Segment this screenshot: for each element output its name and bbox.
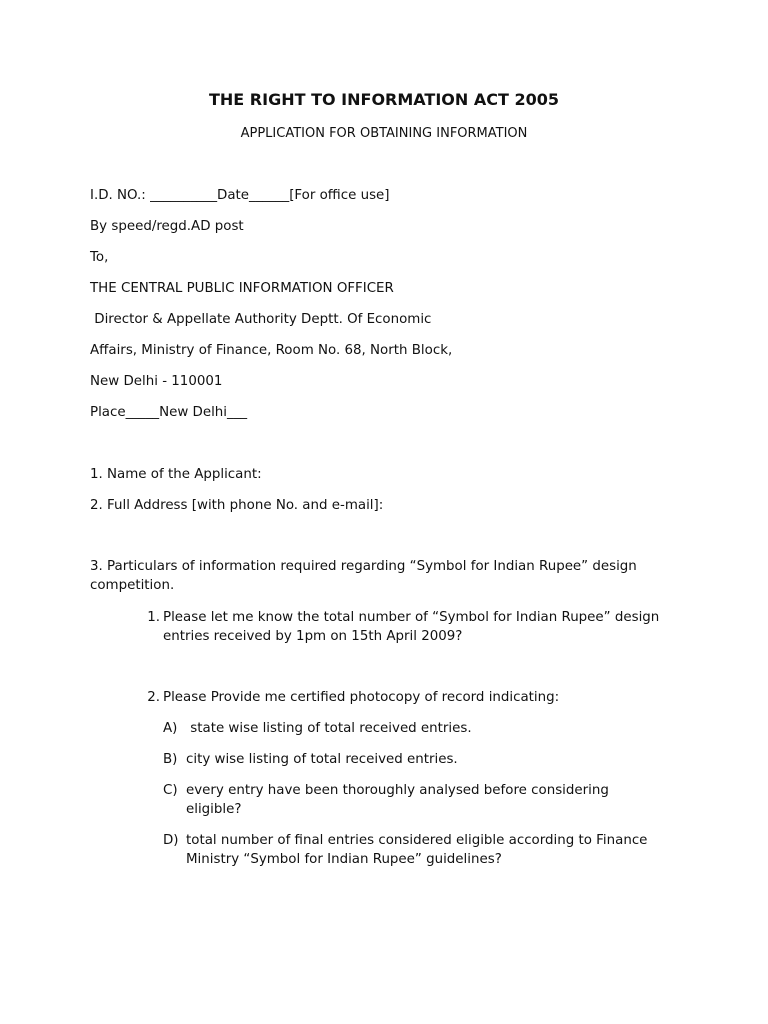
- question-item: [140, 608, 700, 646]
- question-text: Please Provide me certified photocopy of record indicating:: [163, 690, 560, 705]
- sub-item-letter: C): [163, 783, 178, 798]
- address-line-city: New Delhi - 110001: [90, 374, 223, 389]
- document-subtitle: APPLICATION FOR OBTAINING INFORMATION: [240, 126, 528, 141]
- document-title: THE RIGHT TO INFORMATION ACT 2005: [209, 90, 559, 109]
- address-line-officer: THE CENTRAL PUBLIC INFORMATION OFFICER: [90, 281, 394, 296]
- question-text: Please let me know the total number of “Symbol for Indian Rupee” design entries received by 1pm on 15th April 2009?: [163, 610, 660, 644]
- particulars-paragraph: 3. Particulars of information required regarding “Symbol for Indian Rupee” design competition.: [90, 559, 637, 593]
- sub-item-letter: B): [163, 752, 178, 767]
- sub-item-text: state wise listing of total received entries.: [186, 721, 472, 736]
- sub-item: [163, 719, 663, 738]
- place-line: Place_____New Delhi___: [90, 405, 248, 420]
- question-item: [140, 688, 700, 707]
- applicant-address-field: 2. Full Address [with phone No. and e-mail]:: [90, 498, 384, 513]
- sub-item-text: total number of final entries considered eligible according to Finance Ministry “Symbol for Indian Rupee” guidelines?: [186, 833, 648, 867]
- sub-item: [163, 750, 663, 769]
- id-number-line: I.D. NO.: __________Date______[For office use]: [90, 188, 390, 203]
- question-number: 2.: [147, 690, 160, 705]
- sub-item: [163, 781, 663, 819]
- to-line: To,: [90, 250, 109, 265]
- address-line-authority: Director & Appellate Authority Deptt. Of Economic: [90, 312, 432, 327]
- sub-item-text: city wise listing of total received entries.: [186, 752, 458, 767]
- sub-item-letter: D): [163, 833, 179, 848]
- question-number: 1.: [147, 610, 160, 625]
- sub-item: [163, 831, 663, 869]
- applicant-name-field: 1. Name of the Applicant:: [90, 467, 262, 482]
- address-line-ministry: Affairs, Ministry of Finance, Room No. 68, North Block,: [90, 343, 453, 358]
- post-method-line: By speed/regd.AD post: [90, 219, 244, 234]
- sub-item-text: every entry have been thoroughly analysed before considering eligible?: [186, 783, 609, 817]
- sub-item-letter: A): [163, 721, 178, 736]
